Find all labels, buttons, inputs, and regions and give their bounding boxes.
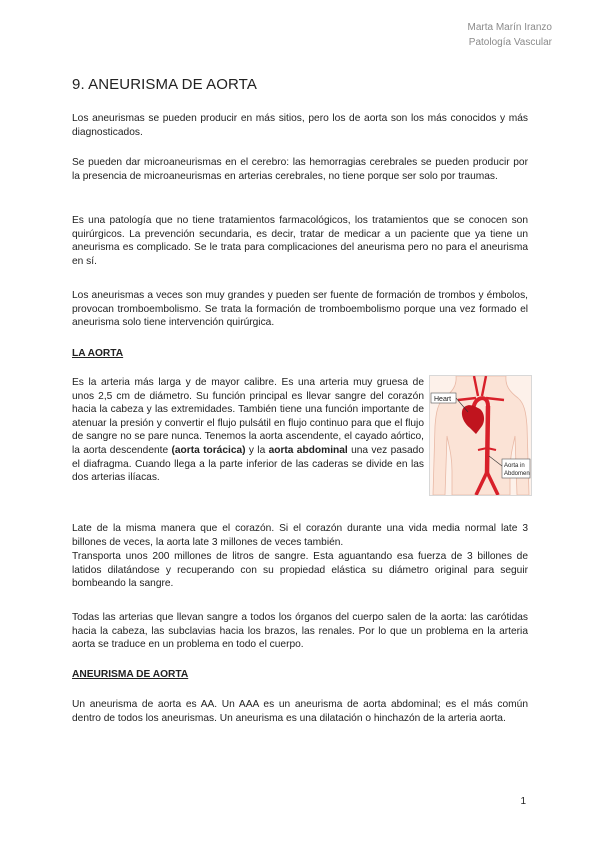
aorta-paragraph-3: Todas las arterias que llevan sangre a todos los órganos del cuerpo salen de la aorta: las carótidas hacia la cabeza, las subclavias hacia los brazos, las renales. Por lo que un problema en la arteria aorta se traduce en un problema en todo el cuerpo. bbox=[72, 612, 528, 651]
intro-paragraph-2: Se pueden dar microaneurismas en el cerebro: las hemorragias cerebrales se pueden producir por la presencia de microaneurismas en arterias cerebrales, no tiene porque ser solo por traumas. bbox=[72, 157, 528, 182]
page-title: 9. ANEURISMA DE AORTA bbox=[72, 76, 257, 93]
descending-aorta bbox=[487, 406, 488, 474]
aorta-p1-mid: y la bbox=[245, 444, 269, 456]
section-heading-aneurysm: ANEURISMA DE AORTA bbox=[72, 669, 189, 680]
intro-paragraph-4: Los aneurismas a veces son muy grandes y pueden ser fuente de formación de trombos y émbolos, provocan tromboembolismo. Se trata la formación de tromboembolismo porque una vez formado el aneurisma solo tiene intervención quirúrgica. bbox=[72, 290, 528, 329]
aorta-diagram bbox=[430, 376, 531, 495]
heart-label: Heart bbox=[434, 396, 452, 403]
section-heading-aorta: LA AORTA bbox=[72, 348, 124, 359]
aorta-label-line-2: Abdomen bbox=[504, 471, 530, 477]
aorta-p1-end: una vez pasado el diafragma. Cuando llega a la parte inferior de las caderas se divide en las dos arterias ilíacas. bbox=[72, 444, 424, 484]
aorta-label-line-1: Aorta in bbox=[504, 463, 525, 469]
header-author: Marta Marín Iranzo bbox=[467, 22, 552, 33]
page-number: 1 bbox=[520, 796, 526, 807]
aneurysm-paragraph-1: Un aneurisma de aorta es AA. Un AAA es un aneurisma de aorta abdominal; es el más común dentro de todos los aneurismas. Un aneurisma es una dilatación o hinchazón de la arteria aorta. bbox=[72, 699, 528, 724]
intro-paragraph-1: Los aneurismas se pueden producir en más sitios, pero los de aorta son los más conocidos y más diagnosticados. bbox=[72, 113, 528, 138]
header-subject: Patología Vascular bbox=[468, 37, 552, 48]
aorta-p1-start: Es la arteria más larga y de mayor calibre. Es una arteria muy gruesa de unos 2,5 cm de diámetro. Su función principal es llevar sangre del corazón hacia la cabeza y las extremidades. También tiene una función importante de atenuar la presión y convertir el flujo pulsátil en flujo continuo para que el flujo de sangre no se pare nunca. Tenemos la aorta ascendente, el cayado aórtico, la aorta descendente bbox=[72, 377, 424, 456]
aorta-paragraph-2b: Transporta unos 200 millones de litros de sangre. Esta aguantando esa fuerza de 3 billones de latidos dilatándose y recuperando con su propiedad elástica su diámetro original para seguir bombeando la sangre. bbox=[72, 551, 528, 590]
aorta-anatomy-figure bbox=[429, 375, 532, 496]
page-header bbox=[468, 20, 552, 50]
aorta-paragraph-1 bbox=[72, 376, 424, 485]
aorta-toracica-bold: (aorta torácica) bbox=[171, 444, 246, 456]
aorta-paragraph-2a: Late de la misma manera que el corazón. Si el corazón durante una vida media normal late 3 billones de veces, la aorta late 3 millones de veces también. bbox=[72, 523, 528, 548]
intro-paragraph-3: Es una patología que no tiene tratamientos farmacológicos, los tratamientos que se conocen son quirúrgicos. La prevención secundaria, es decir, tratar de medicar a un paciente que ya tiene un aneurisma es complicado. Se le trata para complicaciones del aneurisma pero no para el aneurisma en sí. bbox=[72, 215, 528, 267]
aorta-abdominal-bold: aorta abdominal bbox=[268, 444, 348, 456]
